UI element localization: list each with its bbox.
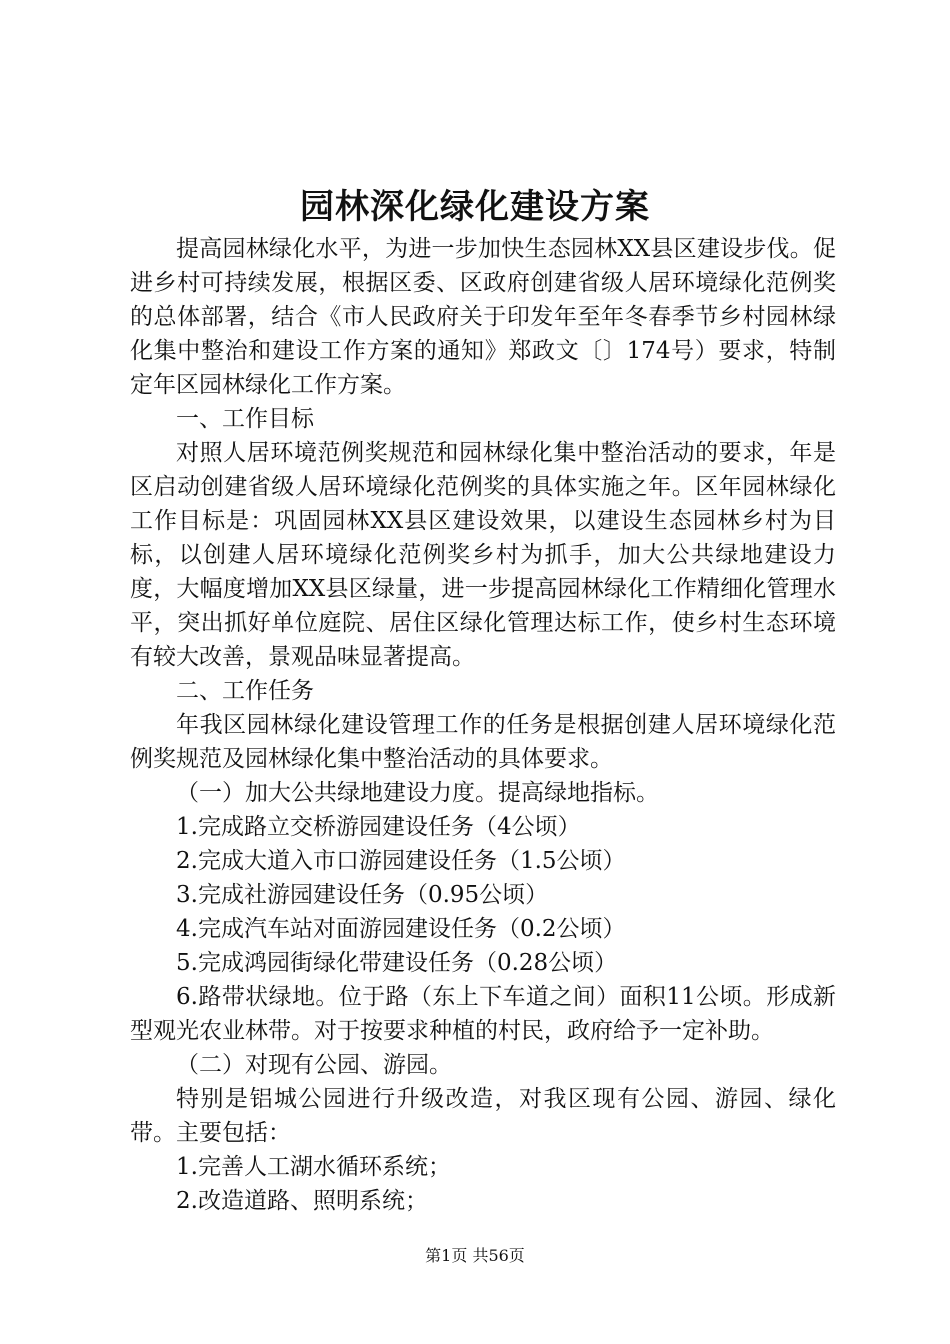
list-item: 1.完成路立交桥游园建设任务（4公顷） (176, 814, 581, 840)
section-heading-goals: 一、工作目标 (176, 406, 314, 432)
list-item: 5.完成鸿园街绿化带建设任务（0.28公顷） (176, 950, 618, 976)
section-heading-tasks: 二、工作任务 (176, 678, 314, 704)
list-item: 2.完成大道入市口游园建设任务（1.5公顷） (176, 848, 626, 874)
paragraph-tasks: 年我区园林绿化建设管理工作的任务是根据创建人居环境绿化范例奖规范及园林绿化集中整治活动的具体要求。 (130, 712, 836, 772)
paragraph-intro: 提高园林绿化水平，为进一步加快生态园林XX县区建设步伐。促进乡村可持续发展，根据区委、区政府创建省级人居环境绿化范例奖的总体部署，结合《市人民政府关于印发年至年冬春季节乡村园林绿化集中整治和建设工作方案的通知》郑政文〔〕174号）要求，特制定年区园林绿化工作方案。 (130, 236, 836, 398)
list-item: 4.完成汽车站对面游园建设任务（0.2公顷） (176, 916, 626, 942)
list-item: 1.完善人工湖水循环系统； (176, 1154, 451, 1180)
list-item: 6.路带状绿地。位于路（东上下车道之间）面积11公顷。形成新型观光农业林带。对于按要求种植的村民，政府给予一定补助。 (130, 984, 836, 1044)
page-footer: 第1页 共56页 (425, 1246, 525, 1265)
document-body (130, 232, 836, 1218)
subsection-heading-parks: （二）对现有公园、游园。 (176, 1052, 452, 1078)
paragraph-goals: 对照人居环境范例奖规范和园林绿化集中整治活动的要求，年是区启动创建省级人居环境绿化范例奖的具体实施之年。区年园林绿化工作目标是：巩固园林XX县区建设效果，以建设生态园林乡村为目标，以创建人居环境绿化范例奖乡村为抓手，加大公共绿地建设力度，大幅度增加XX县区绿量，进一步提高园林绿化工作精细化管理水平，突出抓好单位庭院、居住区绿化管理达标工作，使乡村生态环境有较大改善，景观品味显著提高。 (130, 440, 836, 670)
list-item: 2.改造道路、照明系统； (176, 1188, 428, 1214)
document-title: 园林深化绿化建设方案 (300, 187, 650, 227)
paragraph-parks: 特别是铝城公园进行升级改造，对我区现有公园、游园、绿化带。主要包括： (130, 1086, 836, 1146)
subsection-heading-public-green: （一）加大公共绿地建设力度。提高绿地指标。 (176, 780, 659, 806)
list-item: 3.完成社游园建设任务（0.95公顷） (176, 882, 549, 908)
